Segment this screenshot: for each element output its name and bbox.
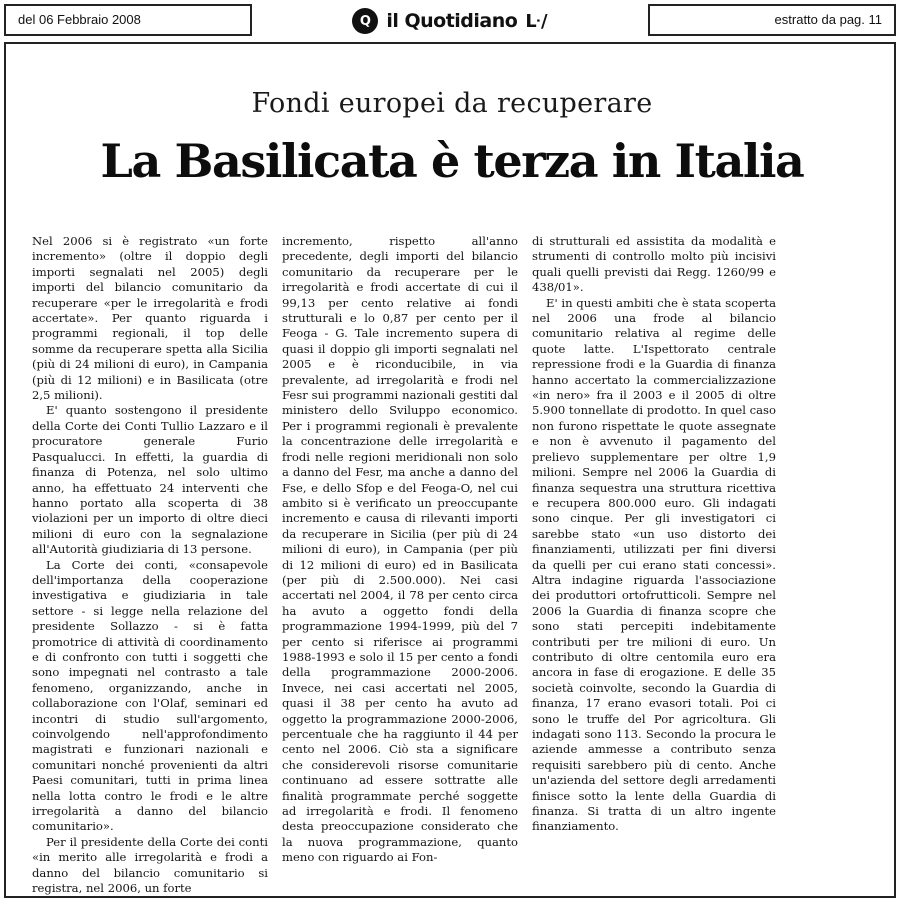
paragraph: E' quanto sostengono il presidente della Corte dei Conti Tullio Lazzaro e il procuratore generale Furio Pasqualucci. In effetti, la guardia di finanza di Potenza, nel solo ultimo anno, ha effettuato 24 interventi che hanno portato alla scoperta di 38 violazioni per un importo di oltre dieci milioni di euro con la segnalazione all'Autorità giudiziaria di 13 persone.: [32, 403, 268, 557]
clipping-header: [0, 0, 900, 42]
paragraph: di strutturali ed assistita da modalità e strumenti di controllo molto più incisivi quali quelli previsti dai Regg. 1260/99 e 438/01».: [532, 234, 776, 295]
paragraph: Per il presidente della Corte dei conti «in merito alle irregolarità e frodi a danno del bilancio comunitario si registra, nel 2006, un forte: [32, 834, 268, 896]
article-column-3: [532, 234, 776, 835]
paragraph: La Corte dei conti, «consapevole dell'importanza della cooperazione investigativa e giudiziaria in tale settore - si legge nella relazione del presidente Sollazzo - si è fatta promotrice di attività di coordinamento e di confronto con tutti i soggetti che sono impegnati nel contrasto a tale fenomeno, organizzando, anche in collaborazione con l'Olaf, seminari ed incontri di studio sull'argomento, coinvolgendo nell'approfondimento magistrati e funzionari nazionali e comunitari nonché provenienti da altri Paesi comunitari, tutti in prima linea nella lotta contro le frodi e le altre irregolarità a danno del bilancio comunitario».: [32, 557, 268, 834]
paragraph: E' in questi ambiti che è stata scoperta nel 2006 una frode al bilancio comunitario relativa al regime delle quote latte. L'Ispettorato centrale repressione frodi e la Guardia di finanza hanno accertato la commercializzazione «in nero» fra il 2003 e il 2005 di oltre 5.900 tonnellate di prodotto. In quel caso non furono rispettate le quote assegnate e non è avvenuto il pagamento del prelievo supplementare per oltre 1,9 milioni. Sempre nel 2006 la Guardia di finanza sequestra una struttura ricettiva e recupera 800.000 euro. Gli indagati sono cinque. Per gli investigatori ci sarebbe stato «un uso distorto dei finanziamenti, utilizzati per fini diversi da quelli per cui erano stati concessi». Altra indagine riguarda l'associazione dei produttori ortofrutticoli. Sempre nel 2006 la Guardia di finanza scopre che sono stati percepiti indebitamente contributi per tre milioni di euro. Un contributo di oltre centomila euro era ancora in fase di erogazione. E delle 35 società coinvolte, secondo la Guardia di finanza, 17 erano evasori totali. Poi ci sono le truffe del Por agricoltura. Gli indagati sono 113. Secondo la procura le aziende ammesse a contributo senza requisiti sarebbero più di cento. Anche un'azienda del settore degli arredamenti finisce sotto la lente della Guardia di finanza. Si tratta di un altro ingente finanziamento.: [532, 295, 776, 834]
publisher-mark-icon: ᒷ/: [525, 10, 548, 32]
article-frame: [4, 42, 896, 898]
article-headline: La Basilicata è terza in Italia: [100, 134, 804, 188]
publication-date: del 06 Febbraio 2008: [4, 4, 252, 36]
article-column-2: [282, 234, 518, 866]
publication-name: il Quotidiano: [386, 10, 518, 32]
article-kicker: Fondi europei da recuperare: [251, 88, 653, 119]
source-page: estratto da pag. 11: [648, 4, 896, 36]
newspaper-logo-icon: Q: [352, 8, 378, 34]
paragraph: Nel 2006 si è registrato «un forte incremento» (oltre il doppio degli importi segnalati nel 2005) degli importi del bilancio comunitario da recuperare «per le irregolarità e frodi accertate». Per quanto riguarda i programmi regionali, il top delle somme da recuperare spetta alla Sicilia (più di 24 milioni di euro), in Campania (più di 12 milioni) e in Basilicata (otre 2,5 milioni).: [32, 234, 268, 403]
paragraph: incremento, rispetto all'anno precedente, degli importi del bilancio comunitario da recuperare per le irregolarità e frodi accertate di cui il 99,13 per cento relative ai fondi strutturali e lo 0,87 per cento per il Feoga - G. Tale incremento supera di quasi il doppio gli importi segnalati nel 2005 e è riconducibile, in via prevalente, ad irregolarità e frodi nel Fesr sui programmi nazionali gestiti dal ministero dello Sviluppo economico. Per i programmi regionali è prevalente la concentrazione delle irregolarità e frodi nelle regioni meridionali non solo a danno del Fesr, ma anche a danno del Fse, e dello Sfop e del Feoga-O, nel cui ambito si è verificato un preoccupante incremento e causa di rilevanti importi da recuperare in Sicilia (per più di 24 milioni di euro), in Campania (per più di 12 milioni di euro) ed in Basilicata (per più di 2.500.000). Nei casi accertati nel 2004, il 78 per cento circa ha avuto a oggetto fondi della programmazione 1994-1999, più del 7 per cento si riferisce ai programmi 1988-1993 e solo il 15 per cento a fondi della programmazione 2000-2006. Invece, nei casi accertati nel 2005, quasi il 38 per cento ha avuto ad oggetto la programmazione 2000-2006, percentuale che ha raggiunto il 44 per cento nel 2006. Ciò sta a significare che considerevoli risorse comunitarie continuano ad essere sottratte alle finalità programmate perché soggette ad irregolarità e frodi. Il fenomeno desta preoccupazione considerato che la nuova programmazione, quanto meno con riguardo ai Fon-: [282, 234, 518, 865]
article-column-1: [32, 234, 268, 896]
masthead: [300, 6, 600, 36]
